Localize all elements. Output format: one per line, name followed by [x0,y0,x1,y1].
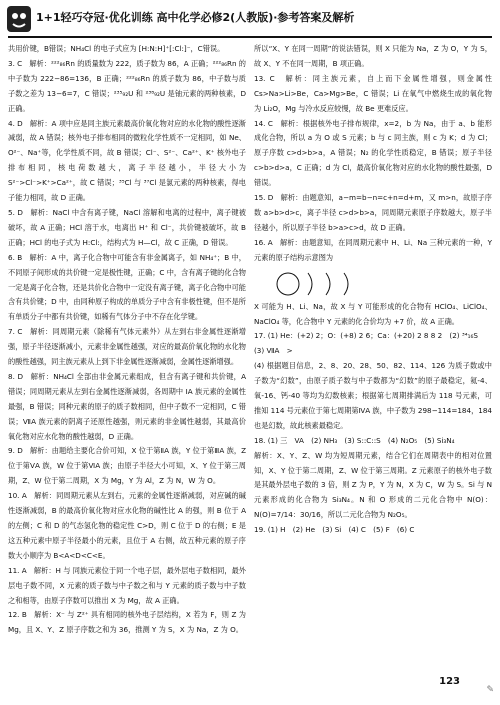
page-number: 123 [439,676,460,687]
answer-paragraph: 16. A 解析：由题意知，在同周期元素中 H、Li、Na 三种元素的一种，Y 元素的原子结构示意图为 [254,237,492,262]
answer-paragraph: (4) 根据题目信息，2、8、20、28、50、82、114、126 为质子数或中子数为“幻数”，由原子质子数与中子数都为“幻数”的原子最稳定，氦-4、氧-16、钙-40 等均为幻数核素；根据第七周期排满后为 118 号元素，可推知 114 号元素位于第七周期第ⅣA 族，中子数为 298−114=184，184 也是幻数，故此核素最稳定。 [254,361,492,430]
answer-paragraph: 18. (1) 三 VA (2) NH₃ (3) S::C::S (4) N₂O₅ (5) Si₃N₄ [254,435,455,445]
electron-shell-arc [344,273,348,295]
answer-paragraph: X 可能为 H、Li、Na，故 X 与 Y 可能形成的化合物有 HClO₄、LiClO₄、NaClO₄ 等，化合物中 Y 元素的化合价均为 +7 价，故 A 正确。 [254,301,492,326]
watermark-icon: ✎ [486,685,494,695]
answer-paragraph: 14. C 解析：根据核外电子排布规律，x=2，b 为 Na，由于 a、b 能形成化合物，所以 a 为 O 或 S 元素；b 与 c 同主族，则 c 为 K；d 为 Cl；原子序数 c>d>b>a，A 错误；N₂ 的化学性质稳定，B 错误；原子半径 c>b>d>a，C 正确；d 为 Cl，最高价氧化物对应的水化物的酸性最强，D 错误。 [254,118,492,188]
electron-shell-arc [308,273,312,295]
answer-paragraph: 6. B 解析：A 中，离子化合物中可能含有非金属离子，如 NH₄⁺；B 中，不同原子间形成的共价键一定是极性键，正确；C 中，含有离子键的化合物一定是离子化合物，还是共价化合物中一定没有离子键，离子化合物中可能含有共价键；D 中，由同种原子构成的单质分子中含有非极性键，但不是所有单质分子中都有共价键，如稀有气体分子中不存在化学键。 [8,252,246,322]
answer-paragraph: 4. D 解析：A 项中应是同主族元素最高价氧化物对应的水化物的酸性逐渐减弱，故 A 错误；核外电子排布相同的微粒化学性质不一定相同，如 Ne、O²⁻、Na⁺等，化学性质不同，故 B 错误；Cl⁻、S²⁻、Ca²⁺、K⁺ 核外电子排布相同，核电荷数越大，离子半径越小，半径大小为 S²⁻>Cl⁻>K⁺>Ca²⁺，故 C 错误；³⁵Cl 与 ³⁷Cl 是氯元素的两种核素，得电子能力相同，故 D 正确。 [8,118,246,203]
answer-paragraph: 所以“X、Y 在同一周期”的说法错误，则 X 只能为 Na，Z 为 O，Y 为 S，故 X、Y 不在同一周期，B 项正确。 [254,44,492,68]
answer-paragraph: 7. C 解析：同周期元素（除稀有气体元素外）从左到右非金属性逐渐增强，原子半径逐渐减小，元素非金属性越强，对应的最高价氧化物的水化物的酸性越强，同主族元素从上到下非金属性逐渐减弱，金属性逐渐增强。 [8,327,246,367]
answer-paragraph: 5. D 解析：NaCl 中含有离子键，NaCl 溶解和电离的过程中，离子键被破坏，故 A 正确；HCl 溶于水，电离出 H⁺ 和 Cl⁻，共价键被破坏，故 B 正确；HCl 的电子式为 H:Cl:，结构式为 H—Cl，故 C 正确，D 错误。 [8,207,246,247]
page-header [0,0,500,40]
page-title: 1+1轻巧夺冠·优化训练 高中化学必修2(人教版)·参考答案及解析 [36,11,355,24]
answer-column-left [8,42,246,674]
answer-paragraph: 8. D 解析：NH₄Cl 全部由非金属元素组成，但含有离子键和共价键，A 错误；同周期元素从左到右金属性逐渐减弱，各周期中 IA 族元素的金属性最强，B 错误；同种元素的原子的质子数相同，但中子数不一定相同，C 错误；ⅦA 族元素的阴离子还原性越强，则元素的非金属性越弱，其最高价氧化物对应水化物的酸性越弱，D 正确。 [8,371,246,441]
answer-paragraph: 3. C 解析：²²²₈₆Rn 的质量数为 222，质子数为 86，A 正确；²²²₈₆Rn 的中子数为 222−86=136，B 正确；²²²₈₆Rn 的质子数为 86，中子数与质子数之差为 13−6=7，C 错误；²³⁵₉₂U 和 ²³⁸₉₂U 是铀元素的两种核素，D 正确。 [8,58,246,113]
answer-paragraph: 17. (1) He：(+2) 2；O：(+8) 2 6；Ca：(+20) 2 8 8 2 (2) ³⁴₁₆S [254,331,478,341]
header-divider [8,36,492,38]
answer-paragraph: 19. (1) H (2) He (3) Si (4) C (5) F (6) C [254,525,415,535]
answer-paragraph: 13. C 解析：同主族元素，自上而下金属性增强，则金属性 Cs>Na>Li>Be，Ca>Mg>Be，C 错误；Li 在氧气中燃烧生成的氧化物为 Li₂O，Mg 与冷水反应较慢，故 Be 更难反应。 [254,73,492,113]
answer-paragraph: (3) ⅦA > [254,346,293,356]
answer-paragraph: 12. B 解析：X⁻ 与 Z²⁺ 具有相同的核外电子层结构，X 若为 F，则 Z 为 Mg，且 X、Y、Z 原子序数之和为 36，推测 Y 为 S，X 为 Na，Z 为 O。 [8,610,246,635]
answer-paragraph: 9. D 解析：由题给主要化合价可知，X 位于第ⅡA 族，Y 位于第ⅢA 族，Z 位于第ⅤA 族，W 位于第ⅥA 族；由原子半径大小可知，X、Y 位于第三周期，Z、W 位于第二周期，X 为 Mg，Y 为 Al，Z 为 N，W 为 O。 [8,446,246,486]
nucleus-circle [277,273,299,295]
answer-paragraph: 共用价键，B错误；NH₄Cl 的电子式应为 [H:N:H]⁺[:Cl:]⁻，C错误。 [8,44,225,53]
answer-paragraph: 11. A 解析：H 与 同族元素位于同一个电子层，最外层电子数相同，最外层电子数不同，X 元素的质子数与中子数之和与 Y 元素的质子数与中子数之和相等，由原子序数可以推出 X 为 Mg，故 A 正确。 [8,565,246,605]
answer-column-right [254,42,492,674]
answer-paragraph: 解析：X、Y、Z、W 均为短周期元素，结合它们在周期表中的相对位置知，X、Y 位于第二周期，Z、W 位于第三周期。Z 元素原子的核外电子数是其最外层电子数的 3 倍，则 Z 为 P，Y 为 N，X 为 C，W 为 S。Si 与 N 元素形成的化合物为 Si₃N₄。N 和 O 形成的二元化合物中 N(O)：N(O)=7/14：30/16，所以二元化合物为 N₂O₅。 [254,450,492,520]
answer-paragraph: 15. D 解析：由题意知，a−m=b−n=c+n=d+m，又 m>n，故原子序数 a>b>d>c，离子半径 c>d>b>a，同周期元素原子序数越大，原子半径越小，所以原子半径 b>a>c>d，故 D 正确。 [254,193,492,232]
electron-shell-arc [326,273,330,295]
answer-paragraph: 10. A 解析：同周期元素从左到右，元素的金属性逐渐减弱，对应碱的碱性逐渐减弱，B 的最高价氧化物对应水化物的碱性比 A 的强，则 B 位于 A 的左侧；C 和 D 的气态氢化物的稳定性 C>D，则 C 位于 D 的右侧；E 是这五种元素中原子半径最小的元素，且位于 A 右侧，故五种元素的原子序数大小顺序为 B<A<D<C<E。 [8,491,246,560]
mascot-logo-icon [6,4,32,34]
atom-structure-diagram [274,270,394,298]
